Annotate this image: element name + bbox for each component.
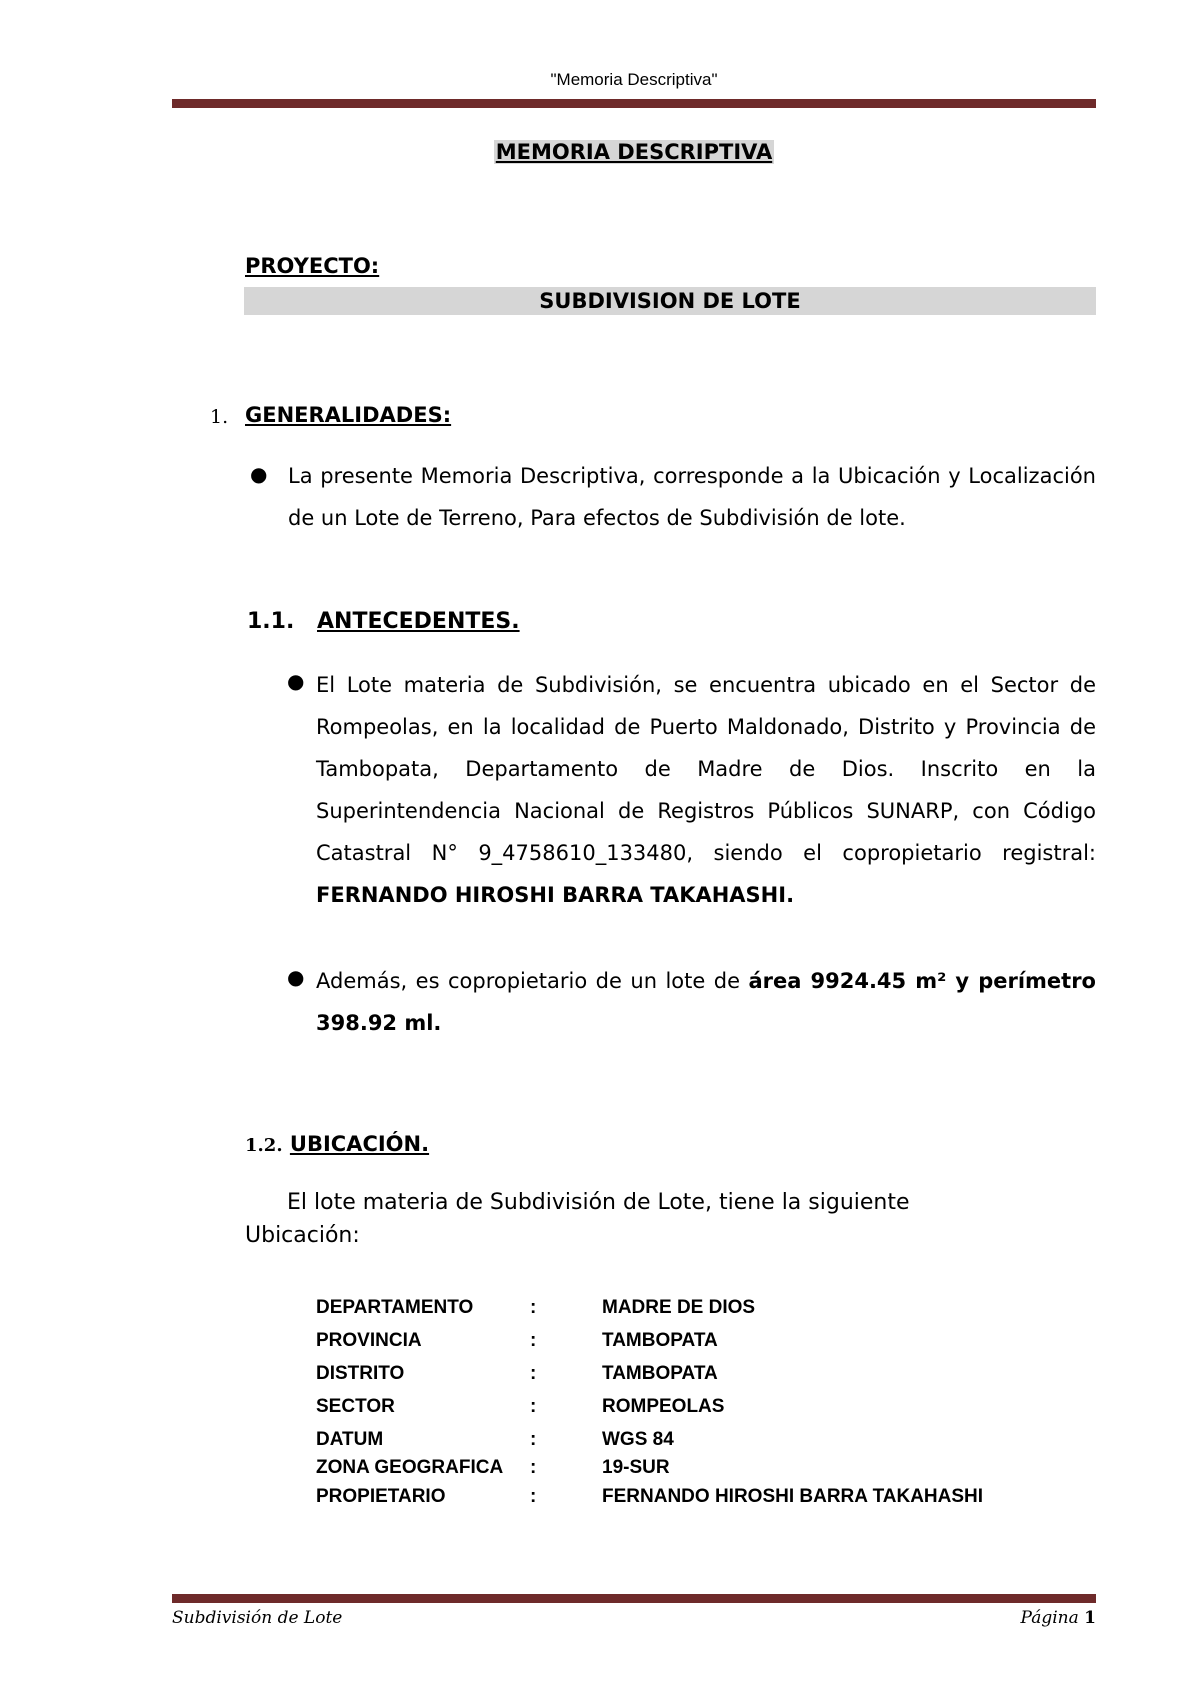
bullet-icon: ● [287, 965, 305, 989]
row-key: DEPARTAMENTO [316, 1297, 474, 1318]
row-separator: : [530, 1363, 537, 1384]
bullet-icon: ● [250, 462, 268, 486]
bullet-icon: ● [287, 669, 305, 693]
row-key: DISTRITO [316, 1363, 405, 1384]
table-row [316, 1330, 1076, 1356]
project-name: SUBDIVISION DE LOTE [244, 287, 1096, 315]
row-value: TAMBOPATA [602, 1330, 718, 1351]
row-separator: : [530, 1457, 537, 1478]
row-value: WGS 84 [602, 1429, 674, 1450]
header-rule [172, 99, 1096, 108]
running-header: "Memoria Descriptiva" [550, 70, 718, 89]
table-row [316, 1363, 1076, 1389]
table-row [316, 1429, 1076, 1455]
row-key: SECTOR [316, 1396, 395, 1417]
row-value: MADRE DE DIOS [602, 1297, 756, 1318]
subsection-heading [245, 1132, 429, 1156]
subsection-number: 1.1. [247, 609, 295, 634]
row-value: 19-SUR [602, 1457, 670, 1478]
row-separator: : [530, 1297, 537, 1318]
table-row [316, 1396, 1076, 1422]
antecedentes-text: El Lote materia de Subdivisión, se encuentra ubicado en el Sector de Rompeolas, en la localidad de Puerto Maldonado, Distrito y Provincia de Tambopata, Departamento de Madre de Dios. Inscrito en la Superintendencia Nacional de Registros Públicos SUNARP, con Código Catastral N° 9_4758610_133480, siendo el copropietario registral: [316, 673, 1096, 865]
area-bold: área 9924.45 m² y perímetro 398.92 ml. [316, 969, 1096, 1035]
footer-rule [172, 1594, 1096, 1603]
antecedentes-paragraph [316, 664, 1096, 916]
area-text: Además, es copropietario de un lote de [316, 969, 749, 993]
ubicacion-intro: El lote materia de Subdivisión de Lote, tiene la siguiente Ubicación: [245, 1190, 910, 1248]
project-label: PROYECTO: [245, 254, 380, 278]
page-label: Página [1020, 1608, 1079, 1628]
row-separator: : [530, 1486, 537, 1507]
subsection-title: ANTECEDENTES. [317, 609, 520, 634]
footer-page-number [1021, 1608, 1096, 1628]
document-title-text: MEMORIA DESCRIPTIVA [495, 140, 773, 164]
subsection-heading [247, 609, 520, 634]
table-row [316, 1486, 1076, 1512]
page-number: 1 [1084, 1608, 1096, 1628]
row-separator: : [530, 1429, 537, 1450]
row-separator: : [530, 1396, 537, 1417]
subsection-title: UBICACIÓN. [289, 1132, 430, 1156]
footer-document-name: Subdivisión de Lote [172, 1608, 343, 1628]
row-separator: : [530, 1330, 537, 1351]
row-value: TAMBOPATA [602, 1363, 718, 1384]
owner-name-bold: FERNANDO HIROSHI BARRA TAKAHASHI. [316, 883, 795, 907]
section-title: GENERALIDADES: [245, 403, 452, 427]
area-paragraph [316, 960, 1096, 1044]
generalidades-paragraph: La presente Memoria Descriptiva, corresponde a la Ubicación y Localización de un Lote de Terreno, Para efectos de Subdivisión de lote. [288, 464, 1096, 530]
row-key: PROVINCIA [316, 1330, 422, 1351]
table-row [316, 1457, 1076, 1483]
row-key: DATUM [316, 1429, 384, 1450]
document-title [0, 140, 1200, 164]
table-row [316, 1297, 1076, 1323]
row-key: ZONA GEOGRAFICA [316, 1457, 504, 1478]
row-key: PROPIETARIO [316, 1486, 446, 1507]
section-number: 1. [210, 406, 229, 428]
row-value: ROMPEOLAS [602, 1396, 725, 1417]
row-value: FERNANDO HIROSHI BARRA TAKAHASHI [602, 1486, 984, 1507]
subsection-number: 1.2. [245, 1135, 283, 1156]
